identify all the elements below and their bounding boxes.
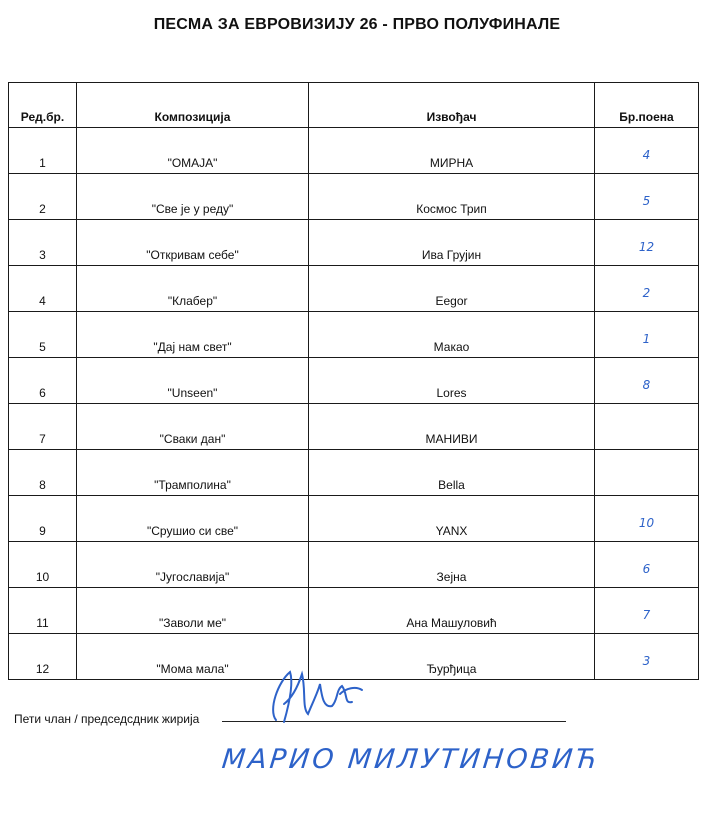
song-cell: "Срушио си све" — [77, 496, 309, 542]
song-cell: "Трамполина" — [77, 450, 309, 496]
row-number-cell: 11 — [9, 588, 77, 634]
points-cell: 1 — [595, 312, 699, 358]
song-cell: "Дај нам свет" — [77, 312, 309, 358]
table-row — [9, 588, 699, 634]
points-cell: 3 — [595, 634, 699, 680]
points-cell: 6 — [595, 542, 699, 588]
row-number-cell: 12 — [9, 634, 77, 680]
song-cell: "Југославија" — [77, 542, 309, 588]
row-number-cell: 9 — [9, 496, 77, 542]
artist-cell: Ана Машуловић — [309, 588, 595, 634]
page-title: ПЕСМА ЗА ЕВРОВИЗИЈУ 26 - ПРВО ПОЛУФИНАЛЕ — [153, 16, 561, 33]
table-row — [9, 128, 699, 174]
points-cell: 4 — [595, 128, 699, 174]
points-cell: 7 — [595, 588, 699, 634]
song-cell: "Unseen" — [77, 358, 309, 404]
artist-cell: Ђурђица — [309, 634, 595, 680]
artist-cell: Eegor — [309, 266, 595, 312]
artist-cell: Bella — [309, 450, 595, 496]
points-cell: 2 — [595, 266, 699, 312]
votes-table — [8, 82, 699, 680]
row-number-cell: 4 — [9, 266, 77, 312]
points-cell — [595, 404, 699, 450]
table-row — [9, 358, 699, 404]
row-number-cell: 7 — [9, 404, 77, 450]
column-header-song: Композиција — [77, 83, 309, 128]
row-number-cell: 2 — [9, 174, 77, 220]
points-cell: 8 — [595, 358, 699, 404]
song-cell: "Све је у реду" — [77, 174, 309, 220]
table-row — [9, 266, 699, 312]
artist-cell: Lores — [309, 358, 595, 404]
row-number-cell: 3 — [9, 220, 77, 266]
artist-cell: YANX — [309, 496, 595, 542]
artist-cell: Космос Трип — [309, 174, 595, 220]
table-row — [9, 542, 699, 588]
column-header-number: Ред.бр. — [9, 83, 77, 128]
artist-cell: МИРНА — [309, 128, 595, 174]
row-number-cell: 6 — [9, 358, 77, 404]
points-cell: 5 — [595, 174, 699, 220]
row-number-cell: 8 — [9, 450, 77, 496]
song-cell: "Откривам себе" — [77, 220, 309, 266]
song-cell: "Мома мала" — [77, 634, 309, 680]
column-header-points: Бр.поена — [595, 83, 699, 128]
table-row — [9, 312, 699, 358]
artist-cell: Зејна — [309, 542, 595, 588]
points-cell — [595, 450, 699, 496]
table-row — [9, 404, 699, 450]
row-number-cell: 10 — [9, 542, 77, 588]
table-row — [9, 450, 699, 496]
table-row — [9, 220, 699, 266]
points-cell: 12 — [595, 220, 699, 266]
signature — [262, 664, 372, 728]
song-cell: "Клабер" — [77, 266, 309, 312]
artist-cell: МАНИВИ — [309, 404, 595, 450]
row-number-cell: 1 — [9, 128, 77, 174]
jury-member-label: Пети члан / председсдник жирија — [14, 712, 200, 726]
table-row — [9, 174, 699, 220]
song-cell: "Сваки дан" — [77, 404, 309, 450]
song-cell: "Заволи ме" — [77, 588, 309, 634]
handwritten-name: МАРИО МИЛУТИНОВИЋ — [220, 744, 602, 775]
row-number-cell: 5 — [9, 312, 77, 358]
artist-cell: Макао — [309, 312, 595, 358]
artist-cell: Ива Грујин — [309, 220, 595, 266]
song-cell: "ОМАЈА" — [77, 128, 309, 174]
table-header-row — [9, 83, 699, 128]
points-cell: 10 — [595, 496, 699, 542]
column-header-artist: Извођач — [309, 83, 595, 128]
table-row — [9, 496, 699, 542]
